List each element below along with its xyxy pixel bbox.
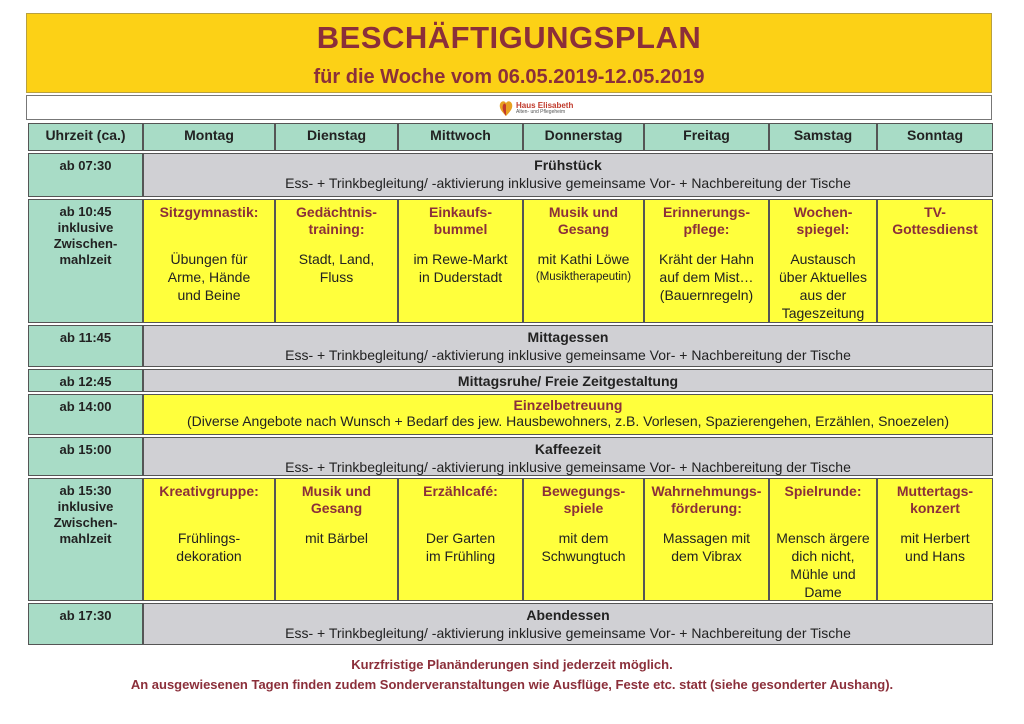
- activity-cell-r1530-mittwoch: [398, 478, 523, 601]
- time-column-header: Uhrzeit (ca.): [28, 123, 143, 151]
- time-cell-r1530: ab 15:30 inklusive Zwischen- mahlzeit: [28, 478, 143, 601]
- time-cell-r1245: ab 12:45: [28, 369, 143, 392]
- day-header-freitag: Freitag: [644, 123, 769, 151]
- day-header-donnerstag: Donnerstag: [523, 123, 644, 151]
- activity-title: Wochen- spiegel:: [793, 204, 853, 237]
- time-cell-r1045: ab 10:45 inklusive Zwischen- mahlzeit: [28, 199, 143, 323]
- activity-cell-r1045-dienstag: [275, 199, 398, 323]
- logo-subtitle: Alten- und Pflegeheim: [516, 108, 566, 115]
- activity-description: Mensch ärgere dich nicht, Mühle und Dame: [776, 530, 870, 600]
- activity-title: Muttertags- konzert: [896, 483, 974, 516]
- activity-title: Sitzgymnastik:: [159, 204, 259, 220]
- activity-cell-r1045-donnerstag: [523, 199, 644, 323]
- activity-description: Der Garten im Frühling: [425, 530, 496, 564]
- span-cell-r1730: [143, 603, 993, 645]
- span-cell-r0730: [143, 153, 993, 197]
- activity-title: Erzählcafé:: [423, 483, 498, 499]
- activity-cell-r1045-freitag: [644, 199, 769, 323]
- span-cell-r1245: [143, 369, 993, 392]
- span-description: Ess- + Trinkbegleitung/ -aktivierung inklusive gemeinsame Vor- + Nachbereitung der Tische: [285, 625, 851, 641]
- span-title: Einzelbetreuung: [513, 397, 623, 413]
- time-cell-r1500: ab 15:00: [28, 437, 143, 476]
- activity-description: Austausch über Aktuelles aus der Tageszeitung: [779, 251, 867, 321]
- span-cell-r1500: [143, 437, 993, 476]
- activity-title: Bewegungs- spiele: [541, 483, 626, 516]
- activity-description: Übungen für Arme, Hände und Beine: [167, 251, 251, 303]
- day-header-sonntag: Sonntag: [877, 123, 993, 151]
- activity-description: Frühlings- dekoration: [176, 530, 242, 564]
- day-header-mittwoch: Mittwoch: [398, 123, 523, 151]
- activity-cell-r1530-donnerstag: [523, 478, 644, 601]
- activity-title: Spielrunde:: [784, 483, 862, 499]
- activity-title: Einkaufs- bummel: [428, 204, 492, 237]
- heart-logo-icon: [499, 99, 513, 117]
- span-description: Ess- + Trinkbegleitung/ -aktivierung inklusive gemeinsame Vor- + Nachbereitung der Tische: [285, 347, 851, 363]
- activity-note: (Musiktherapeutin): [535, 271, 632, 283]
- footer-note-2: An ausgewiesenen Tagen finden zudem Sonderveranstaltungen wie Ausflüge, Feste etc. statt (siehe gesonderter Aushang).: [130, 677, 894, 692]
- day-header-dienstag: Dienstag: [275, 123, 398, 151]
- activity-title: TV- Gottesdienst: [892, 204, 978, 237]
- day-header-samstag: Samstag: [769, 123, 877, 151]
- time-cell-r1730: ab 17:30: [28, 603, 143, 645]
- activity-description: im Rewe-Markt in Duderstadt: [413, 251, 508, 285]
- time-cell-r0730: ab 07:30: [28, 153, 143, 197]
- span-title: Kaffeezeit: [534, 441, 602, 457]
- span-title: Mittagsruhe/ Freie Zeitgestaltung: [457, 373, 679, 389]
- activity-cell-r1045-samstag: [769, 199, 877, 323]
- logo-bar: [26, 95, 992, 120]
- activity-cell-r1530-sonntag: [877, 478, 993, 601]
- activity-title: Gedächtnis- training:: [296, 204, 377, 237]
- time-cell-r1145: ab 11:45: [28, 325, 143, 367]
- activity-cell-r1045-sonntag: [877, 199, 993, 323]
- activity-description: mit Herbert und Hans: [900, 530, 970, 564]
- activity-cell-r1530-montag: [143, 478, 275, 601]
- logo-name: Haus Elisabeth: [516, 100, 574, 110]
- activity-title: Musik und Gesang: [548, 204, 619, 237]
- header-banner: [26, 13, 992, 93]
- span-description: (Diverse Angebote nach Wunsch + Bedarf des jew. Hausbewohners, z.B. Vorlesen, Spazierengehen, Erzählen, Snoezelen): [186, 413, 950, 429]
- activity-description: mit Bärbel: [304, 530, 369, 546]
- activity-cell-r1045-montag: [143, 199, 275, 323]
- footer-note-1: Kurzfristige Planänderungen sind jederzeit möglich.: [351, 657, 673, 672]
- activity-description: Kräht der Hahn auf dem Mist… (Bauernregeln): [659, 251, 754, 303]
- span-cell-r1145: [143, 325, 993, 367]
- span-description: Ess- + Trinkbegleitung/ -aktivierung inklusive gemeinsame Vor- + Nachbereitung der Tische: [285, 459, 851, 475]
- activity-cell-r1530-dienstag: [275, 478, 398, 601]
- time-cell-r1400: ab 14:00: [28, 394, 143, 435]
- activity-description: mit Kathi Löwe: [537, 251, 630, 267]
- day-header-montag: Montag: [143, 123, 275, 151]
- activity-title: Musik und Gesang: [301, 483, 372, 516]
- activity-cell-r1530-freitag: [644, 478, 769, 601]
- page-title: BESCHÄFTIGUNGSPLAN: [316, 20, 702, 55]
- activity-description: Stadt, Land, Fluss: [298, 251, 375, 285]
- page-subtitle: für die Woche vom 06.05.2019-12.05.2019: [313, 66, 705, 88]
- haus-elisabeth-logo: [499, 98, 573, 118]
- span-description: Ess- + Trinkbegleitung/ -aktivierung inklusive gemeinsame Vor- + Nachbereitung der Tische: [285, 175, 851, 191]
- span-title: Frühstück: [534, 157, 602, 173]
- activity-title: Kreativgruppe:: [159, 483, 259, 499]
- span-cell-r1400: [143, 394, 993, 435]
- activity-cell-r1530-samstag: [769, 478, 877, 601]
- activity-description: mit dem Schwungtuch: [541, 530, 626, 564]
- activity-title: Wahrnehmungs- förderung:: [651, 483, 762, 516]
- span-title: Mittagessen: [527, 329, 609, 345]
- activity-description: Massagen mit dem Vibrax: [662, 530, 751, 564]
- span-title: Abendessen: [526, 607, 610, 623]
- activity-title: Erinnerungs- pflege:: [662, 204, 751, 237]
- activity-cell-r1045-mittwoch: [398, 199, 523, 323]
